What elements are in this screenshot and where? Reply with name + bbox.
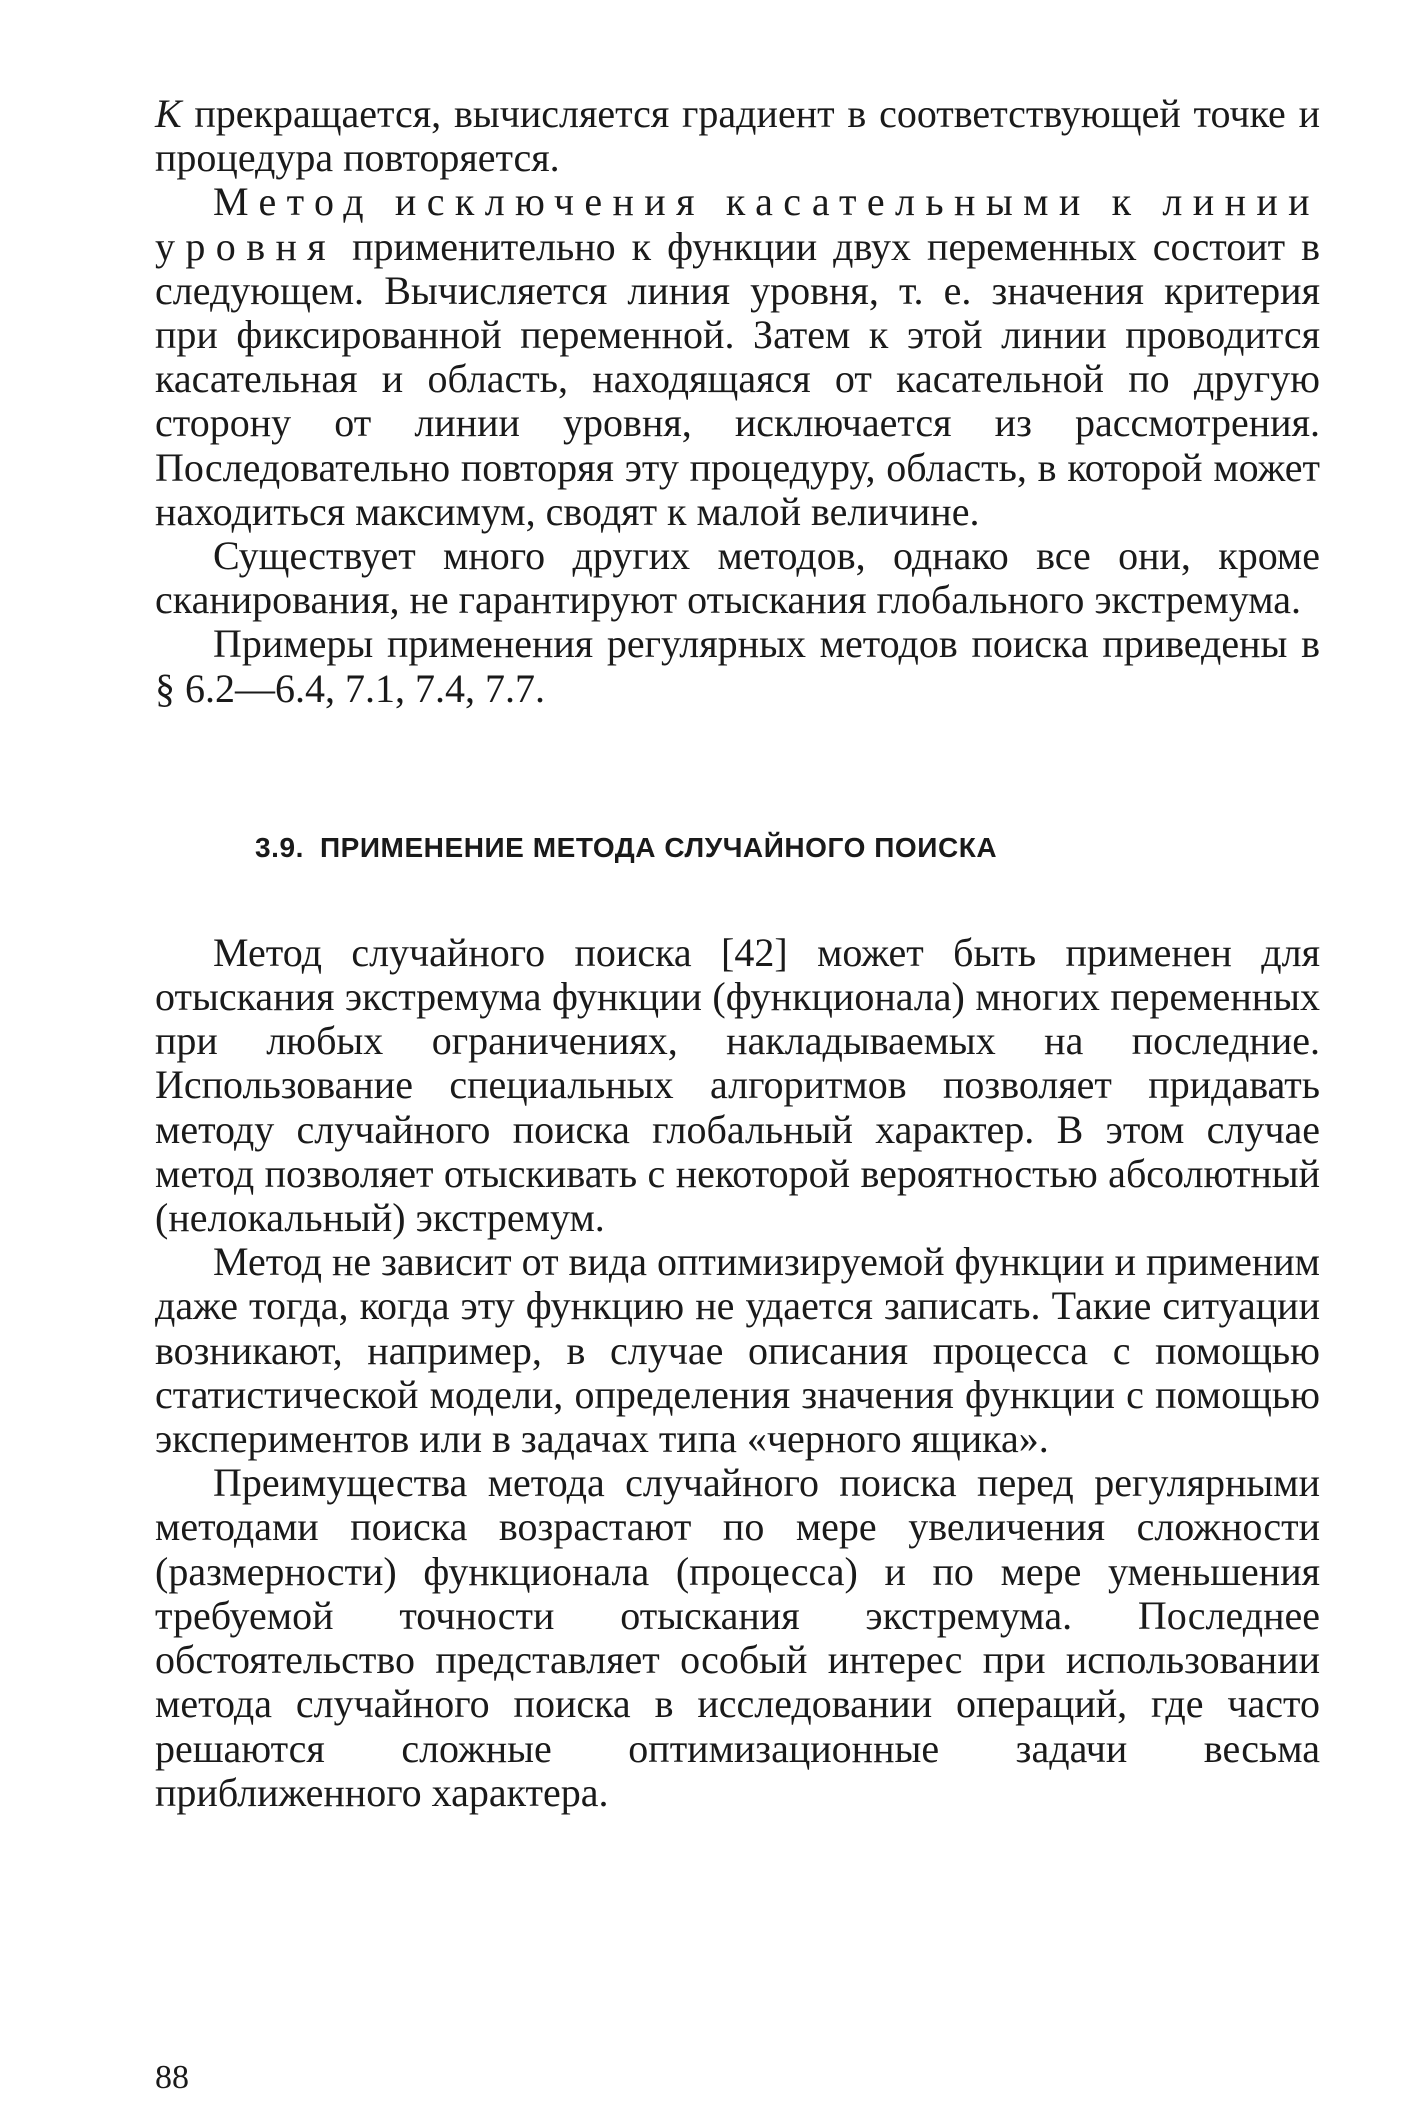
paragraph-random-search-advantages: Преимущества метода случайного поиска перед регулярными методами поиска возрастают по мере увеличения сложности (размерности) функционала (процесса) и по мере уменьшения требуемой точности отыскания экстремума. Последнее обстоятельство представляет особый интерес при использовании метода случайного поиска в исследовании операций, где часто решаются сложные оптимизационные задачи весьма приближенного характера. bbox=[155, 1460, 1320, 1815]
paragraph-text: прекращается, вычисляется градиент в соответствующей точке и процедура повторяется. bbox=[155, 91, 1320, 181]
paragraph-random-search-intro: Метод случайного поиска [42] может быть применен для отыскания экстремума функции (функционала) многих переменных при любых ограничениях, накладываемых на последние. Использование специальных алгоритмов позволяет придавать методу случайного поиска глобальный характер. В этом случае метод позволяет отыскивать с некоторой вероятностью абсолютный (нелокальный) экстремум. bbox=[155, 929, 1320, 1241]
variable-k: К bbox=[155, 91, 182, 136]
section-title: ПРИМЕНЕНИЕ МЕТОДА СЛУЧАЙНОГО ПОИСКА bbox=[319, 831, 998, 863]
paragraph-text: применительно к функции двух переменных состоит в следующем. Вычисляется линия уровня, т. е. значения критерия при фиксированной переменной. Затем к этой линии проводится касательная и область, находящаяся от касательной по другую сторону от линии уровня, исключается из рассмотрения. Последовательно повторяя эту процедуру, область, в которой может находиться максимум, сводят к малой величине. bbox=[155, 223, 1320, 534]
method-term-spaced: Метод исключения касательными к линии уровня bbox=[155, 179, 1320, 269]
paragraph-continuation bbox=[155, 92, 1320, 180]
page-number: 88 bbox=[155, 2059, 189, 2096]
page-body bbox=[155, 92, 1320, 1815]
paragraph-examples: Примеры применения регулярных методов поиска приведены в § 6.2—6.4, 7.1, 7.4, 7.7. bbox=[155, 621, 1320, 711]
section-number: 3.9. bbox=[255, 831, 304, 863]
paragraph-random-search-independence: Метод не зависит от вида оптимизируемой функции и применим даже тогда, когда эту функцию не удается записать. Такие ситуации возникают, например, в случае описания процесса с помощью статистической модели, определения значения функции с помощью экспериментов или в задачах типа «черного ящика». bbox=[155, 1239, 1320, 1462]
section-heading bbox=[155, 831, 1320, 865]
paragraph-other-methods: Существует много других методов, однако все они, кроме сканирования, не гарантируют отыскания глобального экстремума. bbox=[155, 533, 1320, 623]
paragraph-tangent-method bbox=[155, 180, 1320, 534]
